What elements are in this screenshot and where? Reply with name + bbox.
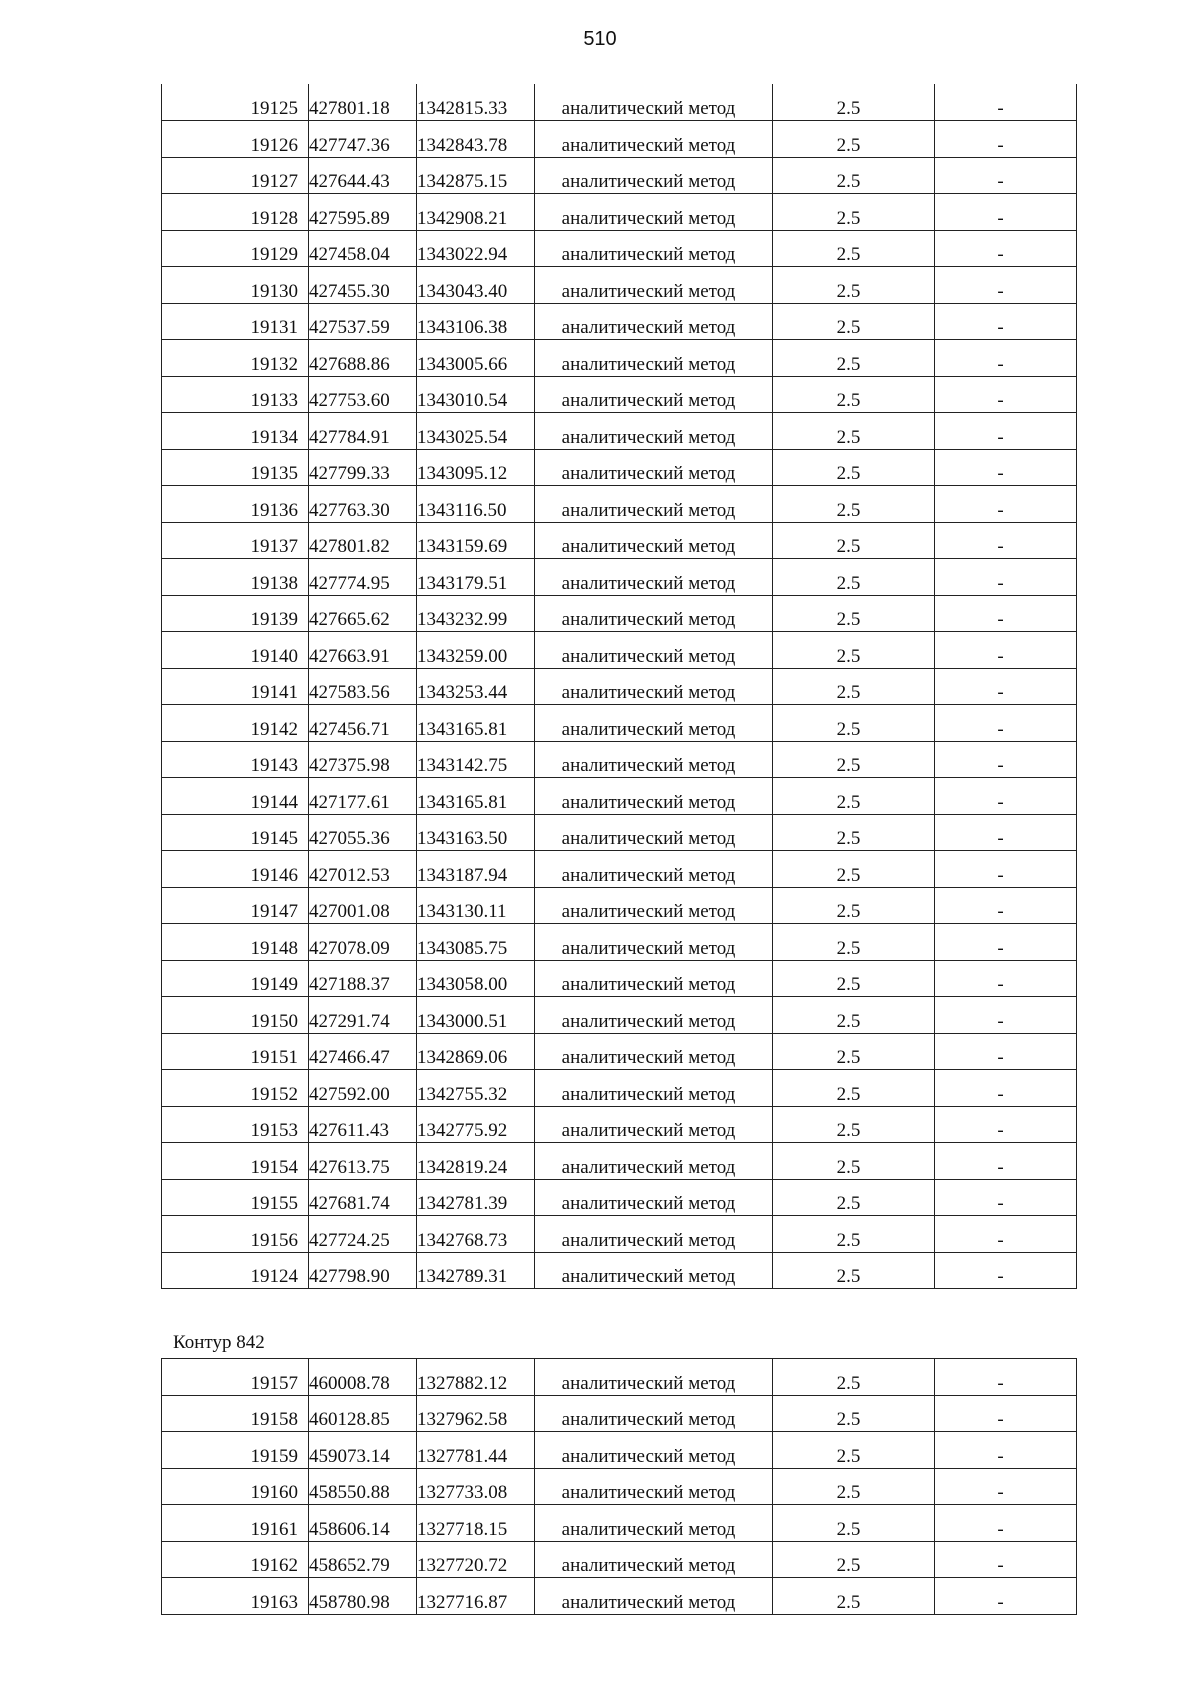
coordinates-table-2-body (162, 1359, 1077, 1615)
y-coordinate-cell: 1342768.73 (417, 1216, 535, 1253)
point-number-cell: 19149 (162, 960, 309, 997)
y-coordinate-cell: 1327733.08 (417, 1468, 535, 1505)
table-row (162, 887, 1077, 924)
table-row (162, 84, 1077, 121)
y-coordinate-cell: 1343259.00 (417, 632, 535, 669)
x-coordinate-cell: 427774.95 (309, 559, 417, 596)
table-row (162, 705, 1077, 742)
accuracy-cell: 2.5 (773, 1468, 935, 1505)
x-coordinate-cell: 458606.14 (309, 1505, 417, 1542)
method-cell: аналитический метод (535, 814, 773, 851)
method-cell: аналитический метод (535, 1468, 773, 1505)
table-row (162, 1033, 1077, 1070)
dash-cell: - (935, 376, 1077, 413)
table-row (162, 741, 1077, 778)
method-cell: аналитический метод (535, 267, 773, 304)
method-cell: аналитический метод (535, 1070, 773, 1107)
method-cell: аналитический метод (535, 376, 773, 413)
x-coordinate-cell: 427798.90 (309, 1252, 417, 1289)
x-coordinate-cell: 427177.61 (309, 778, 417, 815)
coordinates-table-2 (161, 1358, 1077, 1615)
y-coordinate-cell: 1343116.50 (417, 486, 535, 523)
table-row (162, 1578, 1077, 1615)
accuracy-cell: 2.5 (773, 887, 935, 924)
x-coordinate-cell: 427466.47 (309, 1033, 417, 1070)
table-row (162, 632, 1077, 669)
accuracy-cell: 2.5 (773, 267, 935, 304)
x-coordinate-cell: 427611.43 (309, 1106, 417, 1143)
x-coordinate-cell: 427055.36 (309, 814, 417, 851)
method-cell: аналитический метод (535, 997, 773, 1034)
point-number-cell: 19134 (162, 413, 309, 450)
method-cell: аналитический метод (535, 340, 773, 377)
dash-cell: - (935, 1359, 1077, 1396)
dash-cell: - (935, 1216, 1077, 1253)
x-coordinate-cell: 427375.98 (309, 741, 417, 778)
table-row (162, 449, 1077, 486)
table-row (162, 559, 1077, 596)
dash-cell: - (935, 230, 1077, 267)
y-coordinate-cell: 1343058.00 (417, 960, 535, 997)
accuracy-cell: 2.5 (773, 1179, 935, 1216)
x-coordinate-cell: 427688.86 (309, 340, 417, 377)
dash-cell: - (935, 632, 1077, 669)
dash-cell: - (935, 267, 1077, 304)
point-number-cell: 19159 (162, 1432, 309, 1469)
method-cell: аналитический метод (535, 1252, 773, 1289)
point-number-cell: 19158 (162, 1395, 309, 1432)
x-coordinate-cell: 427763.30 (309, 486, 417, 523)
x-coordinate-cell: 427592.00 (309, 1070, 417, 1107)
table-row (162, 960, 1077, 997)
dash-cell: - (935, 194, 1077, 231)
accuracy-cell: 2.5 (773, 486, 935, 523)
dash-cell: - (935, 924, 1077, 961)
method-cell: аналитический метод (535, 413, 773, 450)
point-number-cell: 19133 (162, 376, 309, 413)
y-coordinate-cell: 1343253.44 (417, 668, 535, 705)
y-coordinate-cell: 1342775.92 (417, 1106, 535, 1143)
table-row (162, 1359, 1077, 1396)
table-row (162, 1432, 1077, 1469)
x-coordinate-cell: 427001.08 (309, 887, 417, 924)
point-number-cell: 19151 (162, 1033, 309, 1070)
x-coordinate-cell: 427663.91 (309, 632, 417, 669)
point-number-cell: 19138 (162, 559, 309, 596)
x-coordinate-cell: 427613.75 (309, 1143, 417, 1180)
method-cell: аналитический метод (535, 1106, 773, 1143)
table-row (162, 814, 1077, 851)
dash-cell: - (935, 157, 1077, 194)
y-coordinate-cell: 1343022.94 (417, 230, 535, 267)
y-coordinate-cell: 1327718.15 (417, 1505, 535, 1542)
y-coordinate-cell: 1327882.12 (417, 1359, 535, 1396)
x-coordinate-cell: 427784.91 (309, 413, 417, 450)
point-number-cell: 19143 (162, 741, 309, 778)
x-coordinate-cell: 427537.59 (309, 303, 417, 340)
point-number-cell: 19136 (162, 486, 309, 523)
y-coordinate-cell: 1343000.51 (417, 997, 535, 1034)
accuracy-cell: 2.5 (773, 1432, 935, 1469)
x-coordinate-cell: 427799.33 (309, 449, 417, 486)
accuracy-cell: 2.5 (773, 814, 935, 851)
method-cell: аналитический метод (535, 486, 773, 523)
method-cell: аналитический метод (535, 887, 773, 924)
y-coordinate-cell: 1343130.11 (417, 887, 535, 924)
point-number-cell: 19140 (162, 632, 309, 669)
point-number-cell: 19146 (162, 851, 309, 888)
y-coordinate-cell: 1343187.94 (417, 851, 535, 888)
accuracy-cell: 2.5 (773, 595, 935, 632)
table-row (162, 1395, 1077, 1432)
dash-cell: - (935, 340, 1077, 377)
method-cell: аналитический метод (535, 632, 773, 669)
dash-cell: - (935, 1179, 1077, 1216)
method-cell: аналитический метод (535, 741, 773, 778)
point-number-cell: 19150 (162, 997, 309, 1034)
dash-cell: - (935, 84, 1077, 121)
y-coordinate-cell: 1343232.99 (417, 595, 535, 632)
x-coordinate-cell: 427188.37 (309, 960, 417, 997)
accuracy-cell: 2.5 (773, 376, 935, 413)
point-number-cell: 19147 (162, 887, 309, 924)
accuracy-cell: 2.5 (773, 741, 935, 778)
accuracy-cell: 2.5 (773, 559, 935, 596)
accuracy-cell: 2.5 (773, 997, 935, 1034)
point-number-cell: 19161 (162, 1505, 309, 1542)
table-row (162, 340, 1077, 377)
table-row (162, 376, 1077, 413)
table-row (162, 1070, 1077, 1107)
y-coordinate-cell: 1342781.39 (417, 1179, 535, 1216)
method-cell: аналитический метод (535, 449, 773, 486)
x-coordinate-cell: 458780.98 (309, 1578, 417, 1615)
x-coordinate-cell: 427644.43 (309, 157, 417, 194)
coordinates-table-1 (161, 84, 1077, 1289)
x-coordinate-cell: 427456.71 (309, 705, 417, 742)
method-cell: аналитический метод (535, 559, 773, 596)
dash-cell: - (935, 1505, 1077, 1542)
point-number-cell: 19132 (162, 340, 309, 377)
y-coordinate-cell: 1343165.81 (417, 705, 535, 742)
accuracy-cell: 2.5 (773, 340, 935, 377)
point-number-cell: 19156 (162, 1216, 309, 1253)
accuracy-cell: 2.5 (773, 1106, 935, 1143)
dash-cell: - (935, 303, 1077, 340)
table-row (162, 230, 1077, 267)
point-number-cell: 19157 (162, 1359, 309, 1396)
accuracy-cell: 2.5 (773, 851, 935, 888)
dash-cell: - (935, 1252, 1077, 1289)
method-cell: аналитический метод (535, 1541, 773, 1578)
x-coordinate-cell: 427595.89 (309, 194, 417, 231)
dash-cell: - (935, 814, 1077, 851)
table-row (162, 1179, 1077, 1216)
dash-cell: - (935, 559, 1077, 596)
accuracy-cell: 2.5 (773, 1252, 935, 1289)
point-number-cell: 19129 (162, 230, 309, 267)
x-coordinate-cell: 427801.18 (309, 84, 417, 121)
point-number-cell: 19135 (162, 449, 309, 486)
x-coordinate-cell: 427747.36 (309, 121, 417, 158)
method-cell: аналитический метод (535, 1432, 773, 1469)
dash-cell: - (935, 449, 1077, 486)
point-number-cell: 19130 (162, 267, 309, 304)
accuracy-cell: 2.5 (773, 303, 935, 340)
x-coordinate-cell: 427291.74 (309, 997, 417, 1034)
method-cell: аналитический метод (535, 1505, 773, 1542)
table-row (162, 595, 1077, 632)
point-number-cell: 19145 (162, 814, 309, 851)
y-coordinate-cell: 1342755.32 (417, 1070, 535, 1107)
accuracy-cell: 2.5 (773, 1541, 935, 1578)
point-number-cell: 19139 (162, 595, 309, 632)
accuracy-cell: 2.5 (773, 1395, 935, 1432)
dash-cell: - (935, 741, 1077, 778)
table-row (162, 1216, 1077, 1253)
accuracy-cell: 2.5 (773, 230, 935, 267)
table-row (162, 1505, 1077, 1542)
accuracy-cell: 2.5 (773, 194, 935, 231)
point-number-cell: 19154 (162, 1143, 309, 1180)
y-coordinate-cell: 1342819.24 (417, 1143, 535, 1180)
y-coordinate-cell: 1343025.54 (417, 413, 535, 450)
y-coordinate-cell: 1343005.66 (417, 340, 535, 377)
y-coordinate-cell: 1342789.31 (417, 1252, 535, 1289)
point-number-cell: 19137 (162, 522, 309, 559)
accuracy-cell: 2.5 (773, 668, 935, 705)
table-row (162, 267, 1077, 304)
x-coordinate-cell: 427455.30 (309, 267, 417, 304)
accuracy-cell: 2.5 (773, 1070, 935, 1107)
y-coordinate-cell: 1327781.44 (417, 1432, 535, 1469)
table-row (162, 778, 1077, 815)
method-cell: аналитический метод (535, 705, 773, 742)
method-cell: аналитический метод (535, 851, 773, 888)
dash-cell: - (935, 1106, 1077, 1143)
accuracy-cell: 2.5 (773, 449, 935, 486)
dash-cell: - (935, 1541, 1077, 1578)
point-number-cell: 19163 (162, 1578, 309, 1615)
x-coordinate-cell: 460128.85 (309, 1395, 417, 1432)
point-number-cell: 19148 (162, 924, 309, 961)
y-coordinate-cell: 1343095.12 (417, 449, 535, 486)
y-coordinate-cell: 1343106.38 (417, 303, 535, 340)
method-cell: аналитический метод (535, 1216, 773, 1253)
y-coordinate-cell: 1327962.58 (417, 1395, 535, 1432)
table-row (162, 1106, 1077, 1143)
table-row (162, 924, 1077, 961)
dash-cell: - (935, 486, 1077, 523)
x-coordinate-cell: 427665.62 (309, 595, 417, 632)
dash-cell: - (935, 1468, 1077, 1505)
table-row (162, 413, 1077, 450)
point-number-cell: 19153 (162, 1106, 309, 1143)
accuracy-cell: 2.5 (773, 1143, 935, 1180)
table-row (162, 303, 1077, 340)
x-coordinate-cell: 427583.56 (309, 668, 417, 705)
dash-cell: - (935, 595, 1077, 632)
method-cell: аналитический метод (535, 522, 773, 559)
method-cell: аналитический метод (535, 668, 773, 705)
y-coordinate-cell: 1343179.51 (417, 559, 535, 596)
y-coordinate-cell: 1343165.81 (417, 778, 535, 815)
method-cell: аналитический метод (535, 1578, 773, 1615)
accuracy-cell: 2.5 (773, 778, 935, 815)
page-number: 510 (583, 28, 617, 50)
accuracy-cell: 2.5 (773, 522, 935, 559)
method-cell: аналитический метод (535, 230, 773, 267)
dash-cell: - (935, 1432, 1077, 1469)
table-row (162, 668, 1077, 705)
y-coordinate-cell: 1343159.69 (417, 522, 535, 559)
table-row (162, 486, 1077, 523)
table-row (162, 997, 1077, 1034)
coordinates-table-1-body (162, 84, 1077, 1289)
method-cell: аналитический метод (535, 778, 773, 815)
x-coordinate-cell: 427724.25 (309, 1216, 417, 1253)
point-number-cell: 19125 (162, 84, 309, 121)
method-cell: аналитический метод (535, 1033, 773, 1070)
x-coordinate-cell: 460008.78 (309, 1359, 417, 1396)
point-number-cell: 19141 (162, 668, 309, 705)
table-row (162, 157, 1077, 194)
point-number-cell: 19124 (162, 1252, 309, 1289)
y-coordinate-cell: 1342869.06 (417, 1033, 535, 1070)
accuracy-cell: 2.5 (773, 1033, 935, 1070)
table-row (162, 522, 1077, 559)
method-cell: аналитический метод (535, 194, 773, 231)
accuracy-cell: 2.5 (773, 121, 935, 158)
y-coordinate-cell: 1343085.75 (417, 924, 535, 961)
method-cell: аналитический метод (535, 1359, 773, 1396)
y-coordinate-cell: 1327716.87 (417, 1578, 535, 1615)
y-coordinate-cell: 1342875.15 (417, 157, 535, 194)
dash-cell: - (935, 705, 1077, 742)
method-cell: аналитический метод (535, 960, 773, 997)
dash-cell: - (935, 887, 1077, 924)
dash-cell: - (935, 121, 1077, 158)
point-number-cell: 19126 (162, 121, 309, 158)
method-cell: аналитический метод (535, 121, 773, 158)
x-coordinate-cell: 458550.88 (309, 1468, 417, 1505)
table-row (162, 851, 1077, 888)
point-number-cell: 19152 (162, 1070, 309, 1107)
y-coordinate-cell: 1343043.40 (417, 267, 535, 304)
dash-cell: - (935, 960, 1077, 997)
point-number-cell: 19131 (162, 303, 309, 340)
x-coordinate-cell: 427012.53 (309, 851, 417, 888)
y-coordinate-cell: 1343163.50 (417, 814, 535, 851)
accuracy-cell: 2.5 (773, 413, 935, 450)
table-row (162, 1143, 1077, 1180)
dash-cell: - (935, 851, 1077, 888)
x-coordinate-cell: 427681.74 (309, 1179, 417, 1216)
accuracy-cell: 2.5 (773, 924, 935, 961)
method-cell: аналитический метод (535, 303, 773, 340)
accuracy-cell: 2.5 (773, 1578, 935, 1615)
x-coordinate-cell: 427753.60 (309, 376, 417, 413)
method-cell: аналитический метод (535, 1179, 773, 1216)
dash-cell: - (935, 1578, 1077, 1615)
dash-cell: - (935, 1070, 1077, 1107)
point-number-cell: 19127 (162, 157, 309, 194)
x-coordinate-cell: 427458.04 (309, 230, 417, 267)
table-row (162, 1468, 1077, 1505)
y-coordinate-cell: 1342843.78 (417, 121, 535, 158)
method-cell: аналитический метод (535, 924, 773, 961)
x-coordinate-cell: 427078.09 (309, 924, 417, 961)
point-number-cell: 19128 (162, 194, 309, 231)
dash-cell: - (935, 997, 1077, 1034)
x-coordinate-cell: 458652.79 (309, 1541, 417, 1578)
dash-cell: - (935, 778, 1077, 815)
table-row (162, 194, 1077, 231)
point-number-cell: 19160 (162, 1468, 309, 1505)
x-coordinate-cell: 427801.82 (309, 522, 417, 559)
accuracy-cell: 2.5 (773, 705, 935, 742)
accuracy-cell: 2.5 (773, 1359, 935, 1396)
dash-cell: - (935, 522, 1077, 559)
point-number-cell: 19162 (162, 1541, 309, 1578)
dash-cell: - (935, 668, 1077, 705)
point-number-cell: 19144 (162, 778, 309, 815)
point-number-cell: 19142 (162, 705, 309, 742)
accuracy-cell: 2.5 (773, 960, 935, 997)
y-coordinate-cell: 1327720.72 (417, 1541, 535, 1578)
contour-label: Контур 842 (173, 1332, 265, 1353)
table-row (162, 121, 1077, 158)
accuracy-cell: 2.5 (773, 84, 935, 121)
dash-cell: - (935, 1143, 1077, 1180)
dash-cell: - (935, 1395, 1077, 1432)
method-cell: аналитический метод (535, 84, 773, 121)
accuracy-cell: 2.5 (773, 1216, 935, 1253)
accuracy-cell: 2.5 (773, 632, 935, 669)
method-cell: аналитический метод (535, 1395, 773, 1432)
dash-cell: - (935, 1033, 1077, 1070)
point-number-cell: 19155 (162, 1179, 309, 1216)
method-cell: аналитический метод (535, 1143, 773, 1180)
method-cell: аналитический метод (535, 157, 773, 194)
table-row (162, 1252, 1077, 1289)
method-cell: аналитический метод (535, 595, 773, 632)
y-coordinate-cell: 1343142.75 (417, 741, 535, 778)
y-coordinate-cell: 1342815.33 (417, 84, 535, 121)
x-coordinate-cell: 459073.14 (309, 1432, 417, 1469)
y-coordinate-cell: 1342908.21 (417, 194, 535, 231)
dash-cell: - (935, 413, 1077, 450)
accuracy-cell: 2.5 (773, 157, 935, 194)
accuracy-cell: 2.5 (773, 1505, 935, 1542)
y-coordinate-cell: 1343010.54 (417, 376, 535, 413)
table-row (162, 1541, 1077, 1578)
